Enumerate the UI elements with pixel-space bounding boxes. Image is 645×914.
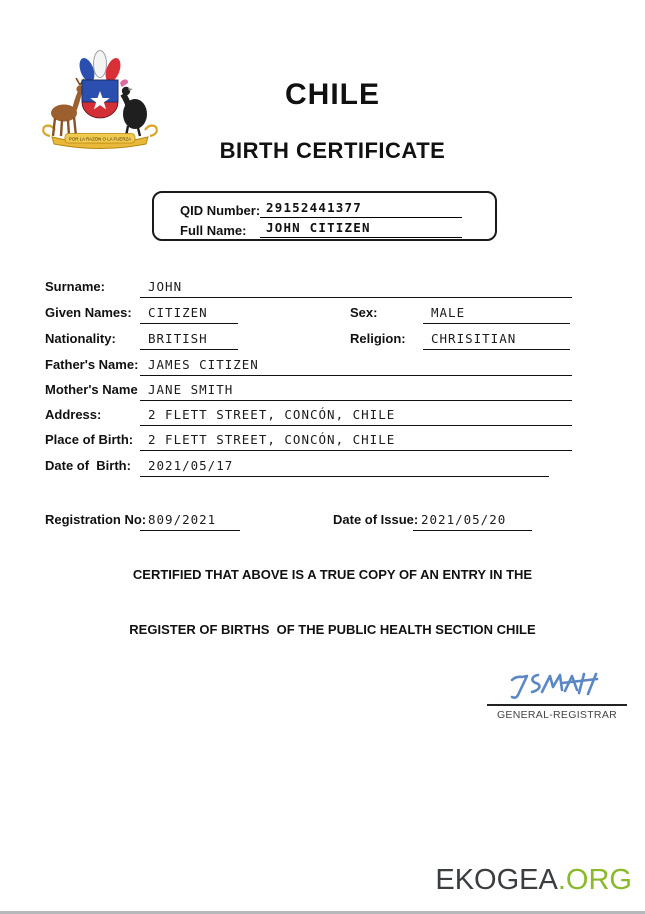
fathers-name-value: JAMES CITIZEN (140, 357, 572, 376)
address-value: 2 FLETT STREET, CONCÓN, CHILE (140, 407, 572, 426)
field-row-registration-no (45, 512, 240, 531)
document-title: BIRTH CERTIFICATE (219, 138, 446, 163)
qid-number-label: QID Number: (180, 203, 261, 218)
religion-label: Religion: (350, 331, 406, 346)
address-label: Address: (45, 407, 102, 422)
nationality-value: BRITISH (140, 331, 238, 350)
date-of-birth-label: Date of Birth: (45, 458, 131, 473)
mothers-name-value: JANE SMITH (140, 382, 572, 401)
brand-suffix: .ORG (557, 864, 632, 896)
place-of-birth-label: Place of Birth: (45, 432, 134, 447)
sex-label: Sex: (350, 305, 378, 320)
field-row-sex (350, 305, 570, 324)
brand-logo (435, 864, 632, 897)
field-row-mothers-name (45, 382, 572, 401)
field-row-given-names (45, 305, 238, 324)
coat-of-arms-motto: POR LA RAZON O LA FUERZA (68, 136, 132, 142)
signature-line (487, 704, 627, 706)
given-names-label: Given Names: (45, 305, 132, 320)
signature-icon (507, 666, 603, 704)
country-title: CHILE (285, 78, 380, 111)
certification-line-1: CERTIFIED THAT ABOVE IS A TRUE COPY OF AN ENTRY IN THE (132, 567, 533, 582)
date-of-birth-value: 2021/05/17 (140, 458, 549, 477)
fathers-name-label: Father's Name: (45, 357, 139, 372)
given-names-value: CITIZEN (140, 305, 238, 324)
field-row-fathers-name (45, 357, 572, 376)
religion-value: CHRISITIAN (423, 331, 570, 350)
mothers-name-label: Mother's Name (45, 382, 138, 397)
sex-value: MALE (423, 305, 570, 324)
full-name-value: JOHN CITIZEN (260, 220, 462, 238)
nationality-label: Nationality: (45, 331, 116, 346)
certification-line-2: REGISTER OF BIRTHS OF THE PUBLIC HEALTH SECTION CHILE (129, 622, 536, 637)
full-name-row (180, 220, 495, 238)
date-of-issue-value: 2021/05/20 (413, 512, 532, 531)
field-row-surname (45, 279, 572, 298)
full-name-label: Full Name: (180, 223, 247, 238)
registration-no-label: Registration No: (45, 512, 147, 527)
field-row-date-of-issue (333, 512, 532, 531)
surname-label: Surname: (45, 279, 105, 294)
place-of-birth-value: 2 FLETT STREET, CONCÓN, CHILE (140, 432, 572, 451)
field-row-nationality (45, 331, 238, 350)
brand-primary: EKOGEA (435, 864, 558, 896)
surname-value: JOHN (140, 279, 572, 298)
signer-title: GENERAL-REGISTRAR (496, 709, 618, 721)
date-of-issue-label: Date of Issue: (333, 512, 419, 527)
qid-box (152, 191, 497, 241)
registration-no-value: 809/2021 (140, 512, 240, 531)
field-row-address (45, 407, 572, 426)
field-row-date-of-birth (45, 458, 549, 477)
field-row-religion (350, 331, 570, 350)
field-row-place-of-birth (45, 432, 572, 451)
qid-number-row (180, 200, 495, 218)
qid-number-value: 29152441377 (260, 200, 462, 218)
